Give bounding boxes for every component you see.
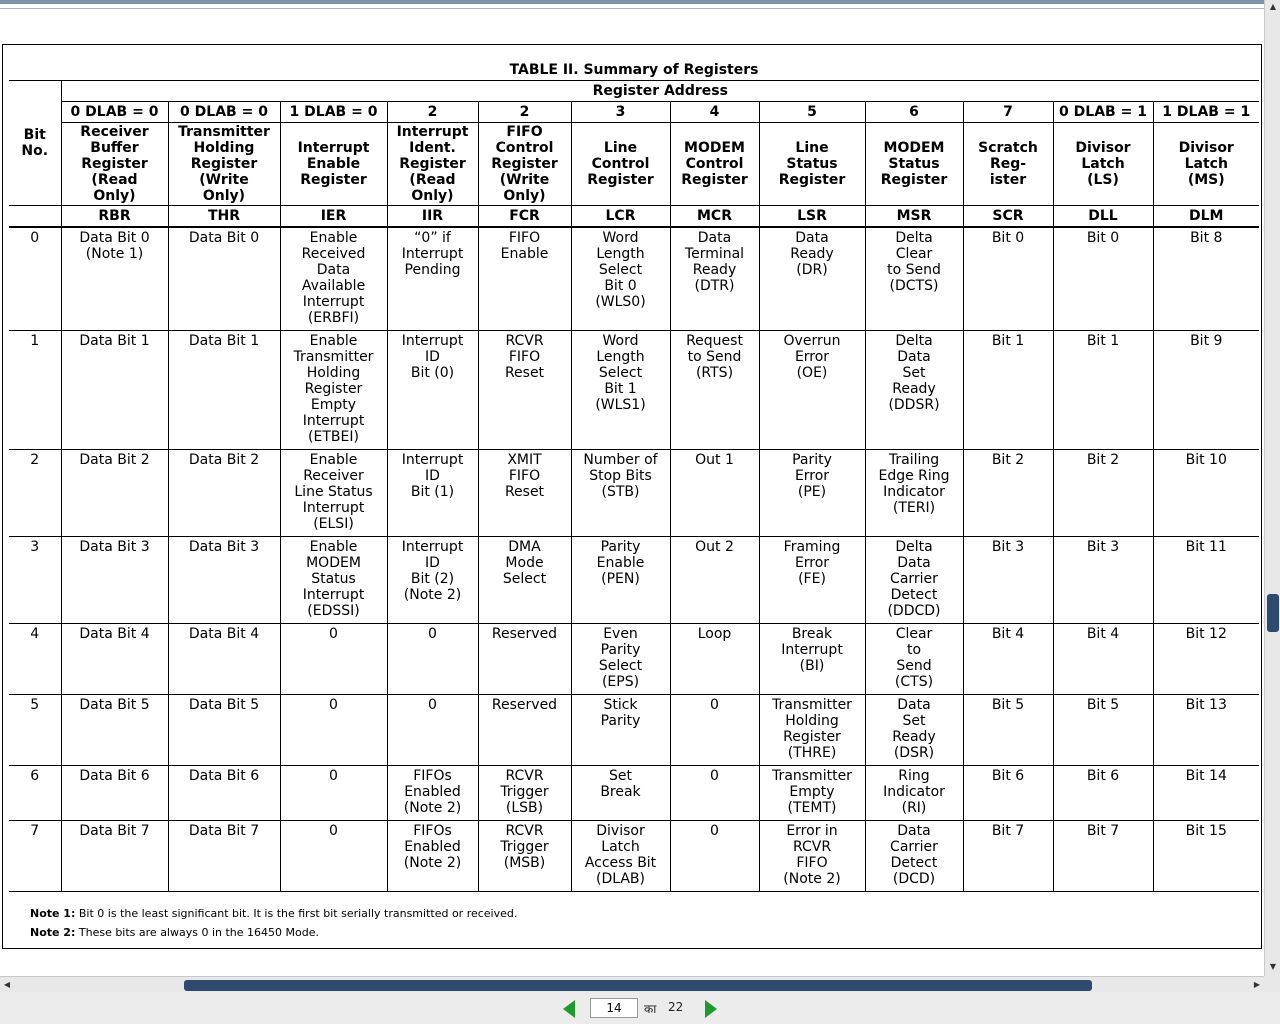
table-cell: Reserved [478, 623, 571, 694]
table-row [9, 765, 1259, 820]
table-cell: Bit 15 [1153, 820, 1259, 891]
table-cell: Out 2 [670, 536, 759, 623]
table-cell: Data Bit 6 [61, 765, 168, 820]
scroll-right-arrow-icon[interactable]: ▶ [1253, 980, 1261, 989]
table-cell: 0 [670, 694, 759, 765]
table-cell: Bit 7 [1053, 820, 1153, 891]
table-cell: Bit 1 [963, 330, 1053, 449]
table-row [9, 694, 1259, 765]
table-cell: Bit 2 [1053, 449, 1153, 536]
table-cell: Parity Enable (PEN) [571, 536, 670, 623]
table-cell: Divisor Latch Access Bit (DLAB) [571, 820, 670, 891]
register-name-cell: MODEM Status Register [865, 123, 963, 206]
register-abbr-cell: LSR [759, 206, 865, 228]
scroll-down-arrow-icon[interactable]: ▼ [1269, 962, 1277, 971]
register-name-cell: FIFO Control Register (Write Only) [478, 123, 571, 206]
table-cell: 0 [387, 623, 478, 694]
register-abbr-cell: DLM [1153, 206, 1259, 228]
table-cell: Ring Indicator (RI) [865, 765, 963, 820]
address-cell: 0 DLAB = 0 [61, 102, 168, 123]
table-cell: 0 [280, 765, 387, 820]
table-cell: 0 [670, 820, 759, 891]
register-abbr-cell: DLL [1053, 206, 1153, 228]
table-cell: Word Length Select Bit 0 (WLS0) [571, 227, 670, 330]
register-abbr-cell: MCR [670, 206, 759, 228]
register-abbr-cell: LCR [571, 206, 670, 228]
register-abbr-cell: THR [168, 206, 280, 228]
table-cell: Transmitter Empty (TEMT) [759, 765, 865, 820]
address-cell: 1 DLAB = 1 [1153, 102, 1259, 123]
table-cell: Bit 12 [1153, 623, 1259, 694]
table-cell: Data Bit 5 [61, 694, 168, 765]
register-name-cell: Line Status Register [759, 123, 865, 206]
table-cell: Enable MODEM Status Interrupt (EDSSI) [280, 536, 387, 623]
table-cell: Data Bit 1 [61, 330, 168, 449]
table-cell: Interrupt ID Bit (1) [387, 449, 478, 536]
table-cell: 0 [387, 694, 478, 765]
table-cell: Word Length Select Bit 1 (WLS1) [571, 330, 670, 449]
table-title: TABLE II. Summary of Registers [9, 56, 1259, 81]
scrollbar-corner [1264, 976, 1280, 992]
table-cell: 0 [280, 694, 387, 765]
table-cell: Clear to Send (CTS) [865, 623, 963, 694]
table-cell: RCVR Trigger (LSB) [478, 765, 571, 820]
table-cell: Bit 8 [1153, 227, 1259, 330]
table-cell: 0 [280, 623, 387, 694]
register-abbr-row [9, 206, 1259, 228]
table-cell: Data Bit 4 [61, 623, 168, 694]
table-cell: Framing Error (FE) [759, 536, 865, 623]
register-names-row [9, 123, 1259, 206]
table-cell: Overrun Error (OE) [759, 330, 865, 449]
table-row [9, 820, 1259, 891]
table-cell: Data Bit 6 [168, 765, 280, 820]
table-cell: Bit 6 [1053, 765, 1153, 820]
bit-number-cell: 1 [9, 330, 61, 449]
table-cell: Set Break [571, 765, 670, 820]
table-row [9, 227, 1259, 330]
table-cell: Bit 11 [1153, 536, 1259, 623]
table-cell: Bit 3 [963, 536, 1053, 623]
table-cell: FIFO Enable [478, 227, 571, 330]
register-abbr-cell: MSR [865, 206, 963, 228]
address-cell: 0 DLAB = 0 [168, 102, 280, 123]
bit-number-cell: 3 [9, 536, 61, 623]
register-name-cell: Divisor Latch (LS) [1053, 123, 1153, 206]
note-label: Note 1: [30, 907, 76, 920]
table-cell: Bit 13 [1153, 694, 1259, 765]
table-cell: Data Bit 2 [61, 449, 168, 536]
document-viewport[interactable] [0, 4, 1264, 976]
register-abbr-cell: FCR [478, 206, 571, 228]
table-cell: Even Parity Select (EPS) [571, 623, 670, 694]
table-cell: Data Bit 3 [168, 536, 280, 623]
table-cell: XMIT FIFO Reset [478, 449, 571, 536]
table-cell: Bit 9 [1153, 330, 1259, 449]
table-cell: Out 1 [670, 449, 759, 536]
table-cell: Data Bit 1 [168, 330, 280, 449]
table-cell: Delta Data Set Ready (DDSR) [865, 330, 963, 449]
register-address-header: Register Address [61, 81, 1259, 102]
bit-number-cell: 7 [9, 820, 61, 891]
page-of-label: का [644, 1002, 657, 1016]
table-cell: Enable Receiver Line Status Interrupt (ELSI) [280, 449, 387, 536]
table-cell: 0 [280, 820, 387, 891]
table-cell: Data Bit 7 [61, 820, 168, 891]
table-cell: Transmitter Holding Register (THRE) [759, 694, 865, 765]
register-name-cell: Receiver Buffer Register (Read Only) [61, 123, 168, 206]
page-navigation-bar [0, 992, 1280, 1024]
table-cell: Interrupt ID Bit (2) (Note 2) [387, 536, 478, 623]
table-cell: FIFOs Enabled (Note 2) [387, 765, 478, 820]
table-cell: Data Set Ready (DSR) [865, 694, 963, 765]
table-cell: Stick Parity [571, 694, 670, 765]
table-cell: Bit 3 [1053, 536, 1153, 623]
table-cell: Bit 4 [1053, 623, 1153, 694]
table-cell: Bit 10 [1153, 449, 1259, 536]
table-cell: Break Interrupt (BI) [759, 623, 865, 694]
register-name-cell: Scratch Reg- ister [963, 123, 1053, 206]
table-cell: Enable Transmitter Holding Register Empty Interrupt (ETBEI) [280, 330, 387, 449]
bit-number-cell: 5 [9, 694, 61, 765]
table-cell: Bit 4 [963, 623, 1053, 694]
address-cell: 2 [478, 102, 571, 123]
table-cell: Data Bit 5 [168, 694, 280, 765]
address-cell: 0 DLAB = 1 [1053, 102, 1153, 123]
scroll-left-arrow-icon[interactable]: ◀ [3, 980, 11, 989]
total-pages-label: 22 [668, 1000, 684, 1014]
bit-no-header: Bit No. [21, 127, 49, 159]
table-cell: Data Terminal Ready (DTR) [670, 227, 759, 330]
table-row [9, 536, 1259, 623]
table-cell: “0” if Interrupt Pending [387, 227, 478, 330]
address-cell: 1 DLAB = 0 [280, 102, 387, 123]
table-cell: RCVR Trigger (MSB) [478, 820, 571, 891]
table-cell: Request to Send (RTS) [670, 330, 759, 449]
previous-page-button[interactable] [563, 1000, 575, 1018]
table-cell: Error in RCVR FIFO (Note 2) [759, 820, 865, 891]
table-cell: Number of Stop Bits (STB) [571, 449, 670, 536]
vertical-scroll-thumb[interactable] [1267, 594, 1279, 632]
register-name-cell: Transmitter Holding Register (Write Only) [168, 123, 280, 206]
table-cell: Data Bit 7 [168, 820, 280, 891]
page-number-input[interactable] [590, 998, 638, 1018]
address-cell: 2 [387, 102, 478, 123]
register-name-cell: Divisor Latch (MS) [1153, 123, 1259, 206]
table-cell: Loop [670, 623, 759, 694]
register-abbr-cell: IER [280, 206, 387, 228]
table-cell: Bit 1 [1053, 330, 1153, 449]
address-cell: 5 [759, 102, 865, 123]
note-label: Note 2: [30, 926, 76, 939]
table-cell: 0 [670, 765, 759, 820]
table-cell: Trailing Edge Ring Indicator (TERI) [865, 449, 963, 536]
address-cell: 7 [963, 102, 1053, 123]
note-line [30, 923, 517, 942]
register-name-cell: Interrupt Enable Register [280, 123, 387, 206]
table-cell: Bit 14 [1153, 765, 1259, 820]
table-cell: Data Bit 0 (Note 1) [61, 227, 168, 330]
table-cell: RCVR FIFO Reset [478, 330, 571, 449]
table-cell: Delta Clear to Send (DCTS) [865, 227, 963, 330]
dlab-row [9, 102, 1259, 123]
table-row [9, 623, 1259, 694]
scroll-up-arrow-icon[interactable]: ▲ [1269, 2, 1277, 11]
table-cell: Data Bit 4 [168, 623, 280, 694]
table-cell: Bit 6 [963, 765, 1053, 820]
horizontal-scrollbar[interactable] [0, 976, 1264, 993]
table-cell: Data Carrier Detect (DCD) [865, 820, 963, 891]
bit-number-cell: 6 [9, 765, 61, 820]
table-cell: Bit 7 [963, 820, 1053, 891]
register-name-cell: Line Control Register [571, 123, 670, 206]
table-cell: Interrupt ID Bit (0) [387, 330, 478, 449]
table-row [9, 449, 1259, 536]
table-cell: Bit 0 [963, 227, 1053, 330]
bit-number-cell: 2 [9, 449, 61, 536]
vertical-scrollbar[interactable] [1264, 0, 1280, 976]
table-row [9, 330, 1259, 449]
table-cell: FIFOs Enabled (Note 2) [387, 820, 478, 891]
register-name-cell: Interrupt Ident. Register (Read Only) [387, 123, 478, 206]
table-cell: Bit 2 [963, 449, 1053, 536]
table-cell: Bit 5 [1053, 694, 1153, 765]
register-summary-table [9, 56, 1259, 892]
table-cell: Reserved [478, 694, 571, 765]
address-cell: 3 [571, 102, 670, 123]
table-cell: Data Bit 0 [168, 227, 280, 330]
register-name-cell: MODEM Control Register [670, 123, 759, 206]
table-cell: Data Ready (DR) [759, 227, 865, 330]
table-cell: Bit 0 [1053, 227, 1153, 330]
horizontal-scroll-thumb[interactable] [184, 980, 1092, 991]
bit-number-cell: 0 [9, 227, 61, 330]
address-cell: 4 [670, 102, 759, 123]
note-line [30, 904, 517, 923]
table-cell: Enable Received Data Available Interrupt (ERBFI) [280, 227, 387, 330]
table-cell: Delta Data Carrier Detect (DDCD) [865, 536, 963, 623]
table-cell: Data Bit 3 [61, 536, 168, 623]
table-cell: DMA Mode Select [478, 536, 571, 623]
note-text: These bits are always 0 in the 16450 Mode. [78, 926, 319, 939]
viewport-top-rule [0, 8, 1264, 9]
table-cell: Bit 5 [963, 694, 1053, 765]
table-cell: Parity Error (PE) [759, 449, 865, 536]
table-cell: Data Bit 2 [168, 449, 280, 536]
register-abbr-cell: RBR [61, 206, 168, 228]
table-notes [30, 904, 517, 942]
register-abbr-cell: IIR [387, 206, 478, 228]
note-text: Bit 0 is the least significant bit. It is the first bit serially transmitted or received. [78, 907, 518, 920]
register-abbr-cell: SCR [963, 206, 1053, 228]
bit-number-cell: 4 [9, 623, 61, 694]
address-cell: 6 [865, 102, 963, 123]
next-page-button[interactable] [705, 1000, 717, 1018]
abbr-blank-cell [9, 206, 61, 228]
